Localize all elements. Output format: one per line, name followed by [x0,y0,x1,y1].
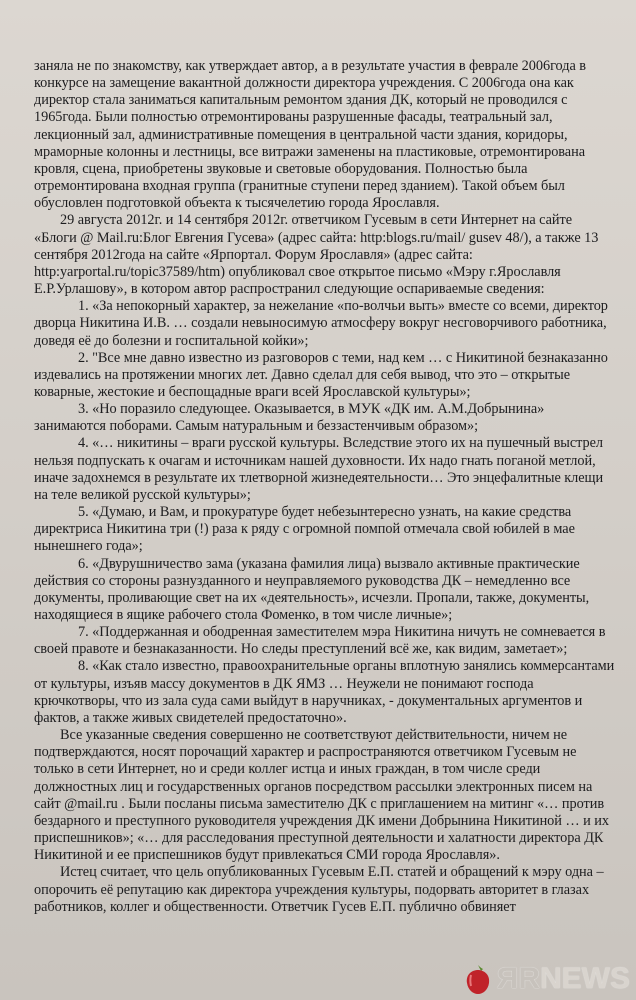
paragraph: 29 августа 2012г. и 14 сентября 2012г. ответчиком Гусевым в сети Интернет на сайте «Блоги @ Mail.ru:Блог Евгения Гусева» (адрес сайта: http:blogs.ru/mail/ gusev 48/), а также 13 сентября 2012года на сайте «Ярпортал. Форум Ярославля» (адрес сайта: http:yarportal.ru/topic37589/htm) опубликовал свое открытое письмо «Мэру г.Ярославля Е.Р.Урлашову», в котором автор распространил следующие оспариваемые сведения: [34,212,599,298]
quoted-statement: 2. "Все мне давно известно из разговоров с теми, над кем … с Никитиной безнаказанно издевались на протяжении многих лет. Давно сделал для себя вывод, что это – открытые коварные, жестокие и беспощадные враги всей Ярославской культуры»; [34,349,608,400]
document-body [34,58,618,916]
quoted-statement: 6. «Двурушничество зама (указана фамилия лица) вызвало активные практические действия со стороны разнузданного и неуправляемого руководства ДК – немедленно все документы, проливающие свет на их «деятельность», исчезли. Пропали, также, документы, находящиеся в ящике рабочего стола Фоменко, в том числе личные»; [34,555,590,623]
watermark-prefix: ЯR [496,962,540,995]
yarnews-watermark [463,962,630,996]
paragraph: Истец считает, что цель опубликованных Гусевым Е.П. статей и обращений к мэру одна – опорочить её репутацию как директора учреждения культуры, подорвать авторитет в глазах работников, коллег и общественности. Ответчик Гусев Е.П. публично обвиняет [34,864,604,915]
watermark-text [497,964,630,994]
quoted-statement: 3. «Но поразило следующее. Оказывается, в МУК «ДК им. А.М.Добрынина» занимаются поборами. Самым натуральным и беззастенчивым образом»; [34,401,545,435]
red-pepper-icon [463,962,493,996]
quoted-statement: 1. «За непокорный характер, за нежелание «по-волчьи выть» вместе со всеми, директор дворца Никитина И.В. … создали невыносимую атмосферу вокруг несговорчивого работника, доведя её до болезни и госпитальной койки»; [34,298,608,349]
watermark-suffix: NEWS [540,962,630,995]
quoted-statement: 8. «Как стало известно, правоохранительные органы вплотную занялись коммерсантами от культуры, изъяв массу документов в ДК ЯМЗ … Неужели не понимают господа крючкотворы, что из зала суда сами выйдут в наручниках, - документальных аргументов и фактов, а также живых свидетелей предостаточно». [34,658,615,726]
paragraph: Все указанные сведения совершенно не соответствуют действительности, ничем не подтверждаются, носят порочащий характер и распространяются ответчиком Гусевым не только в сети Интернет, но и среди коллег истца и иных граждан, в том числе среди должностных лиц и государственных органов посредством рассылки электронных писем на сайт @mail.ru . Были посланы письма заместителю ДК с приглашением на митинг «… против бездарного и преступного руководителя учреждения ДК имени Добрынина Никитиной … и их приспешников»; «… для расследования преступной деятельности и халатности директора ДК Никитиной и ее приспешников будут привлекаться СМИ города Ярославля». [34,727,609,864]
quoted-statement: 7. «Поддержанная и ободренная заместителем мэра Никитина ничуть не сомневается в своей правоте и безнаказанности. Но следы преступлений всё же, как видим, заметает»; [34,624,606,658]
quoted-statement: 4. «… никитины – враги русской культуры. Вследствие этого их на пушечный выстрел нельзя подпускать к очагам и источникам нашей духовности. Их надо гнать поганой метлой, иначе задохнемся в результате их тлетворной жизнедеятельности… Это энцефалитные клещи на теле великой русской культуры»; [34,435,604,503]
paragraph: заняла не по знакомству, как утверждает автор, а в результате участия в феврале 2006года в конкурсе на замещение вакантной должности директора учреждения. С 2006года она как директор стала заниматься капитальным ремонтом здания ДК, который не проводился с 1965года. Были полностью отремонтированы разрушенные фасады, театральный зал, лекционный зал, административные помещения в центральной части здания, коридоры, мраморные колонны и лестницы, все витражи заменены на пластиковые, отремонтирована кровля, сцена, приобретены звуковые и световые оборудования. Полностью была отремонтирована входная группа (гранитные ступени перед зданием). Такой объем был обусловлен подготовкой объекта к тысячелетию города Ярославля. [34,58,586,212]
quoted-statement: 5. «Думаю, и Вам, и прокуратуре будет небезынтересно узнать, на какие средства директриса Никитина три (!) раза к ряду с огромной помпой отмечала свой юбилей в мае нынешнего года»; [34,504,575,555]
